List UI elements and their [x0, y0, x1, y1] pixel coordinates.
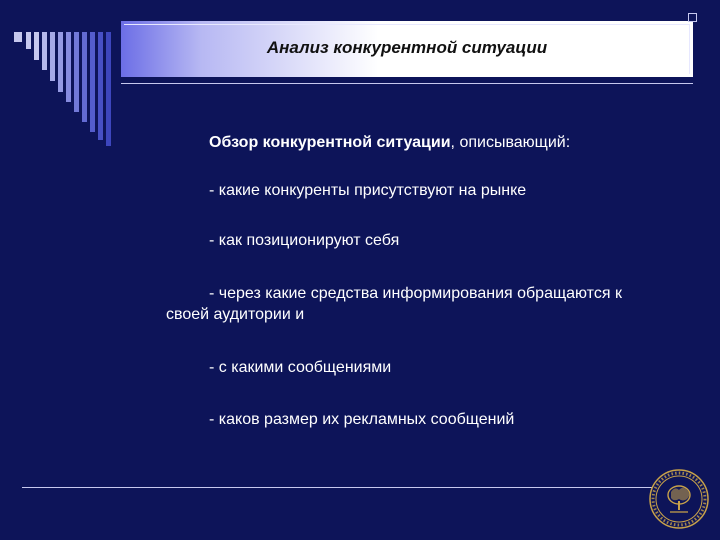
university-emblem-icon [648, 468, 710, 530]
footer-line [22, 487, 652, 488]
list-item-continuation: своей аудитории и [166, 306, 305, 323]
intro-line [209, 134, 570, 152]
list-item: - каков размер их рекламных сообщений [209, 411, 515, 428]
list-item: - как позиционируют себя [209, 232, 400, 249]
title-underline [121, 83, 693, 84]
list-item: - какие конкуренты присутствуют на рынке [209, 182, 527, 199]
corner-square [688, 13, 697, 22]
list-item: - через какие средства информирования обращаются к [209, 285, 622, 302]
vertical-bars-decoration [0, 0, 140, 150]
intro-strong: Обзор конкурентной ситуации [209, 134, 451, 151]
title-box [121, 21, 693, 77]
slide-title: Анализ конкурентной ситуации [266, 38, 548, 57]
list-item: - с какими сообщениями [209, 359, 392, 376]
intro-rest: , описывающий: [450, 134, 571, 151]
